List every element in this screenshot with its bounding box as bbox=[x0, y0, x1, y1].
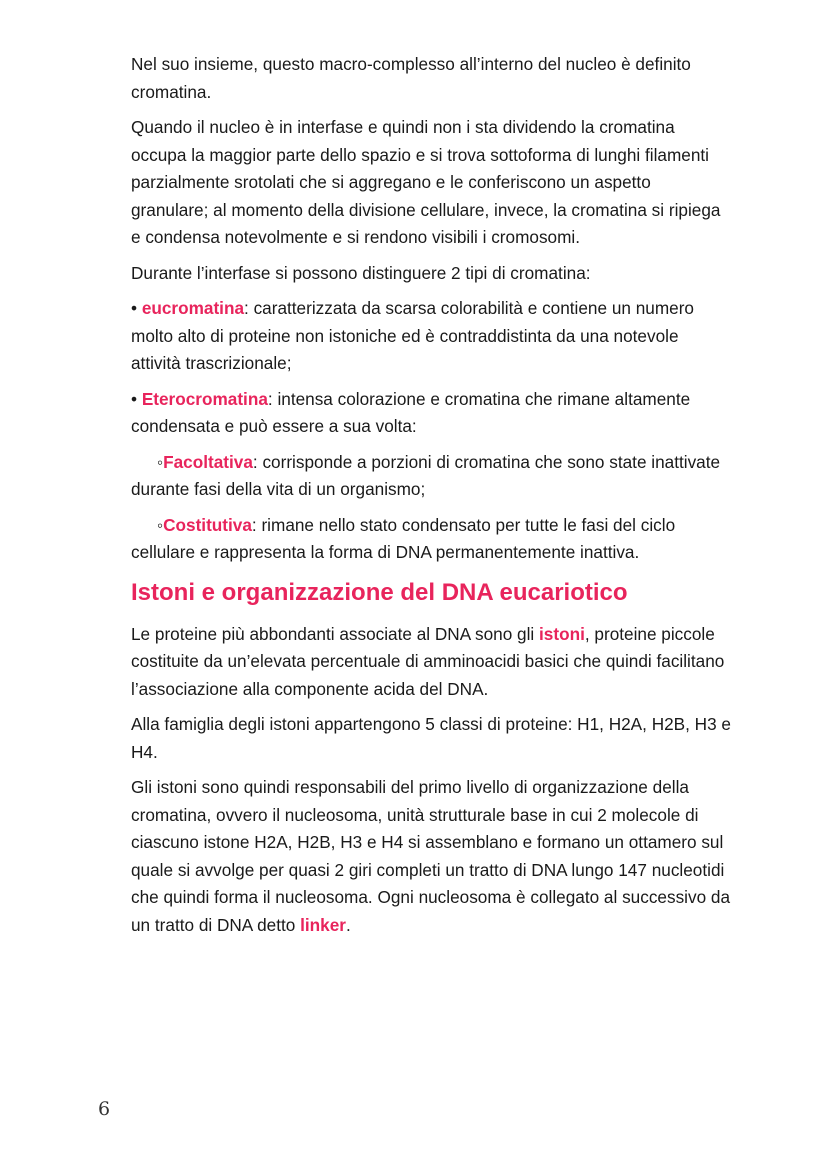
term-linker: linker bbox=[300, 914, 346, 935]
text-segment: . bbox=[345, 914, 351, 935]
section-heading: Istoni e organizzazione del DNA eucariotico bbox=[131, 578, 628, 606]
text-segment: , proteine piccole costituite da un’elevata percentuale di amminoacidi basici che quindi facilitano l’associazione alla componente acida del DNA. bbox=[131, 623, 725, 699]
bullet-marker: • bbox=[131, 298, 138, 318]
bullet-heterochromatin bbox=[131, 386, 731, 441]
page-content bbox=[131, 51, 731, 947]
sub-bullet-text: : corrisponde a porzioni di cromatina che sono state inattivate durante fasi della vita di un organismo; bbox=[131, 451, 721, 499]
sub-bullet-text: : rimane nello stato condensato per tutte le fasi del ciclo cellulare e rappresenta la forma di DNA permanentemente inattiva. bbox=[131, 514, 676, 562]
sub-bullet-marker: ◦ bbox=[157, 514, 164, 535]
sub-bullet-constitutive bbox=[131, 512, 731, 567]
paragraph-chromatin-types: Durante l’interfase si possono distinguere 2 tipi di cromatina: bbox=[131, 262, 591, 283]
paragraph-interphase: Quando il nucleo è in interfase e quindi non i sta dividendo la cromatina occupa la maggior parte dello spazio e si trova sottoforma di lunghi filamenti parzialmente srotolati che si aggregano e le conferiscono un aspetto granulare; al momento della divisione cellulare, invece, la cromatina si ripiega e condensa notevolmente e si rendono visibili i cromosomi. bbox=[131, 117, 721, 247]
term-histones: istoni bbox=[539, 623, 585, 644]
page-number: 6 bbox=[98, 1098, 111, 1120]
paragraph-histone-classes: Alla famiglia degli istoni appartengono 5 classi di proteine: H1, H2A, H2B, H3 e H4. bbox=[131, 714, 731, 762]
term-facultative: Facoltativa bbox=[163, 451, 253, 472]
bullet-euchromatin bbox=[131, 295, 731, 378]
paragraph-chromatin-definition: Nel suo insieme, questo macro-complesso all’interno del nucleo è definito cromatina. bbox=[131, 54, 691, 102]
sub-bullet-facultative bbox=[131, 449, 731, 504]
sub-bullet-marker: ◦ bbox=[157, 451, 164, 472]
term-constitutive: Costitutiva bbox=[163, 514, 252, 535]
bullet-marker: • bbox=[131, 388, 138, 409]
text-segment: Le proteine più abbondanti associate al DNA sono gli bbox=[131, 623, 540, 644]
paragraph-histones bbox=[131, 621, 731, 704]
bullet-text: : caratterizzata da scarsa colorabilità e contiene un numero molto alto di proteine non istoniche ed è contraddistinta da una notevole attività trascrizionale; bbox=[131, 298, 694, 373]
term-heterochromatin: Eterocromatina bbox=[141, 388, 268, 409]
paragraph-nucleosome bbox=[131, 774, 731, 939]
term-euchromatin: eucromatina bbox=[141, 298, 245, 318]
text-segment: Gli istoni sono quindi responsabili del primo livello di organizzazione della cromatina, ovvero il nucleosoma, unità strutturale base in cui 2 molecole di ciascuno istone H2A, H2B, H3 e H4 si assemblano e formano un ottamero sul quale si avvolge per quasi 2 giri completi un tratto di DNA lungo 147 nucleotidi che quindi forma il nucleosoma. Ogni nucleosoma è collegato al successivo da un tratto di DNA detto bbox=[131, 777, 731, 935]
bullet-text: : intensa colorazione e cromatina che rimane altamente condensata e può essere a sua volta: bbox=[131, 388, 691, 436]
